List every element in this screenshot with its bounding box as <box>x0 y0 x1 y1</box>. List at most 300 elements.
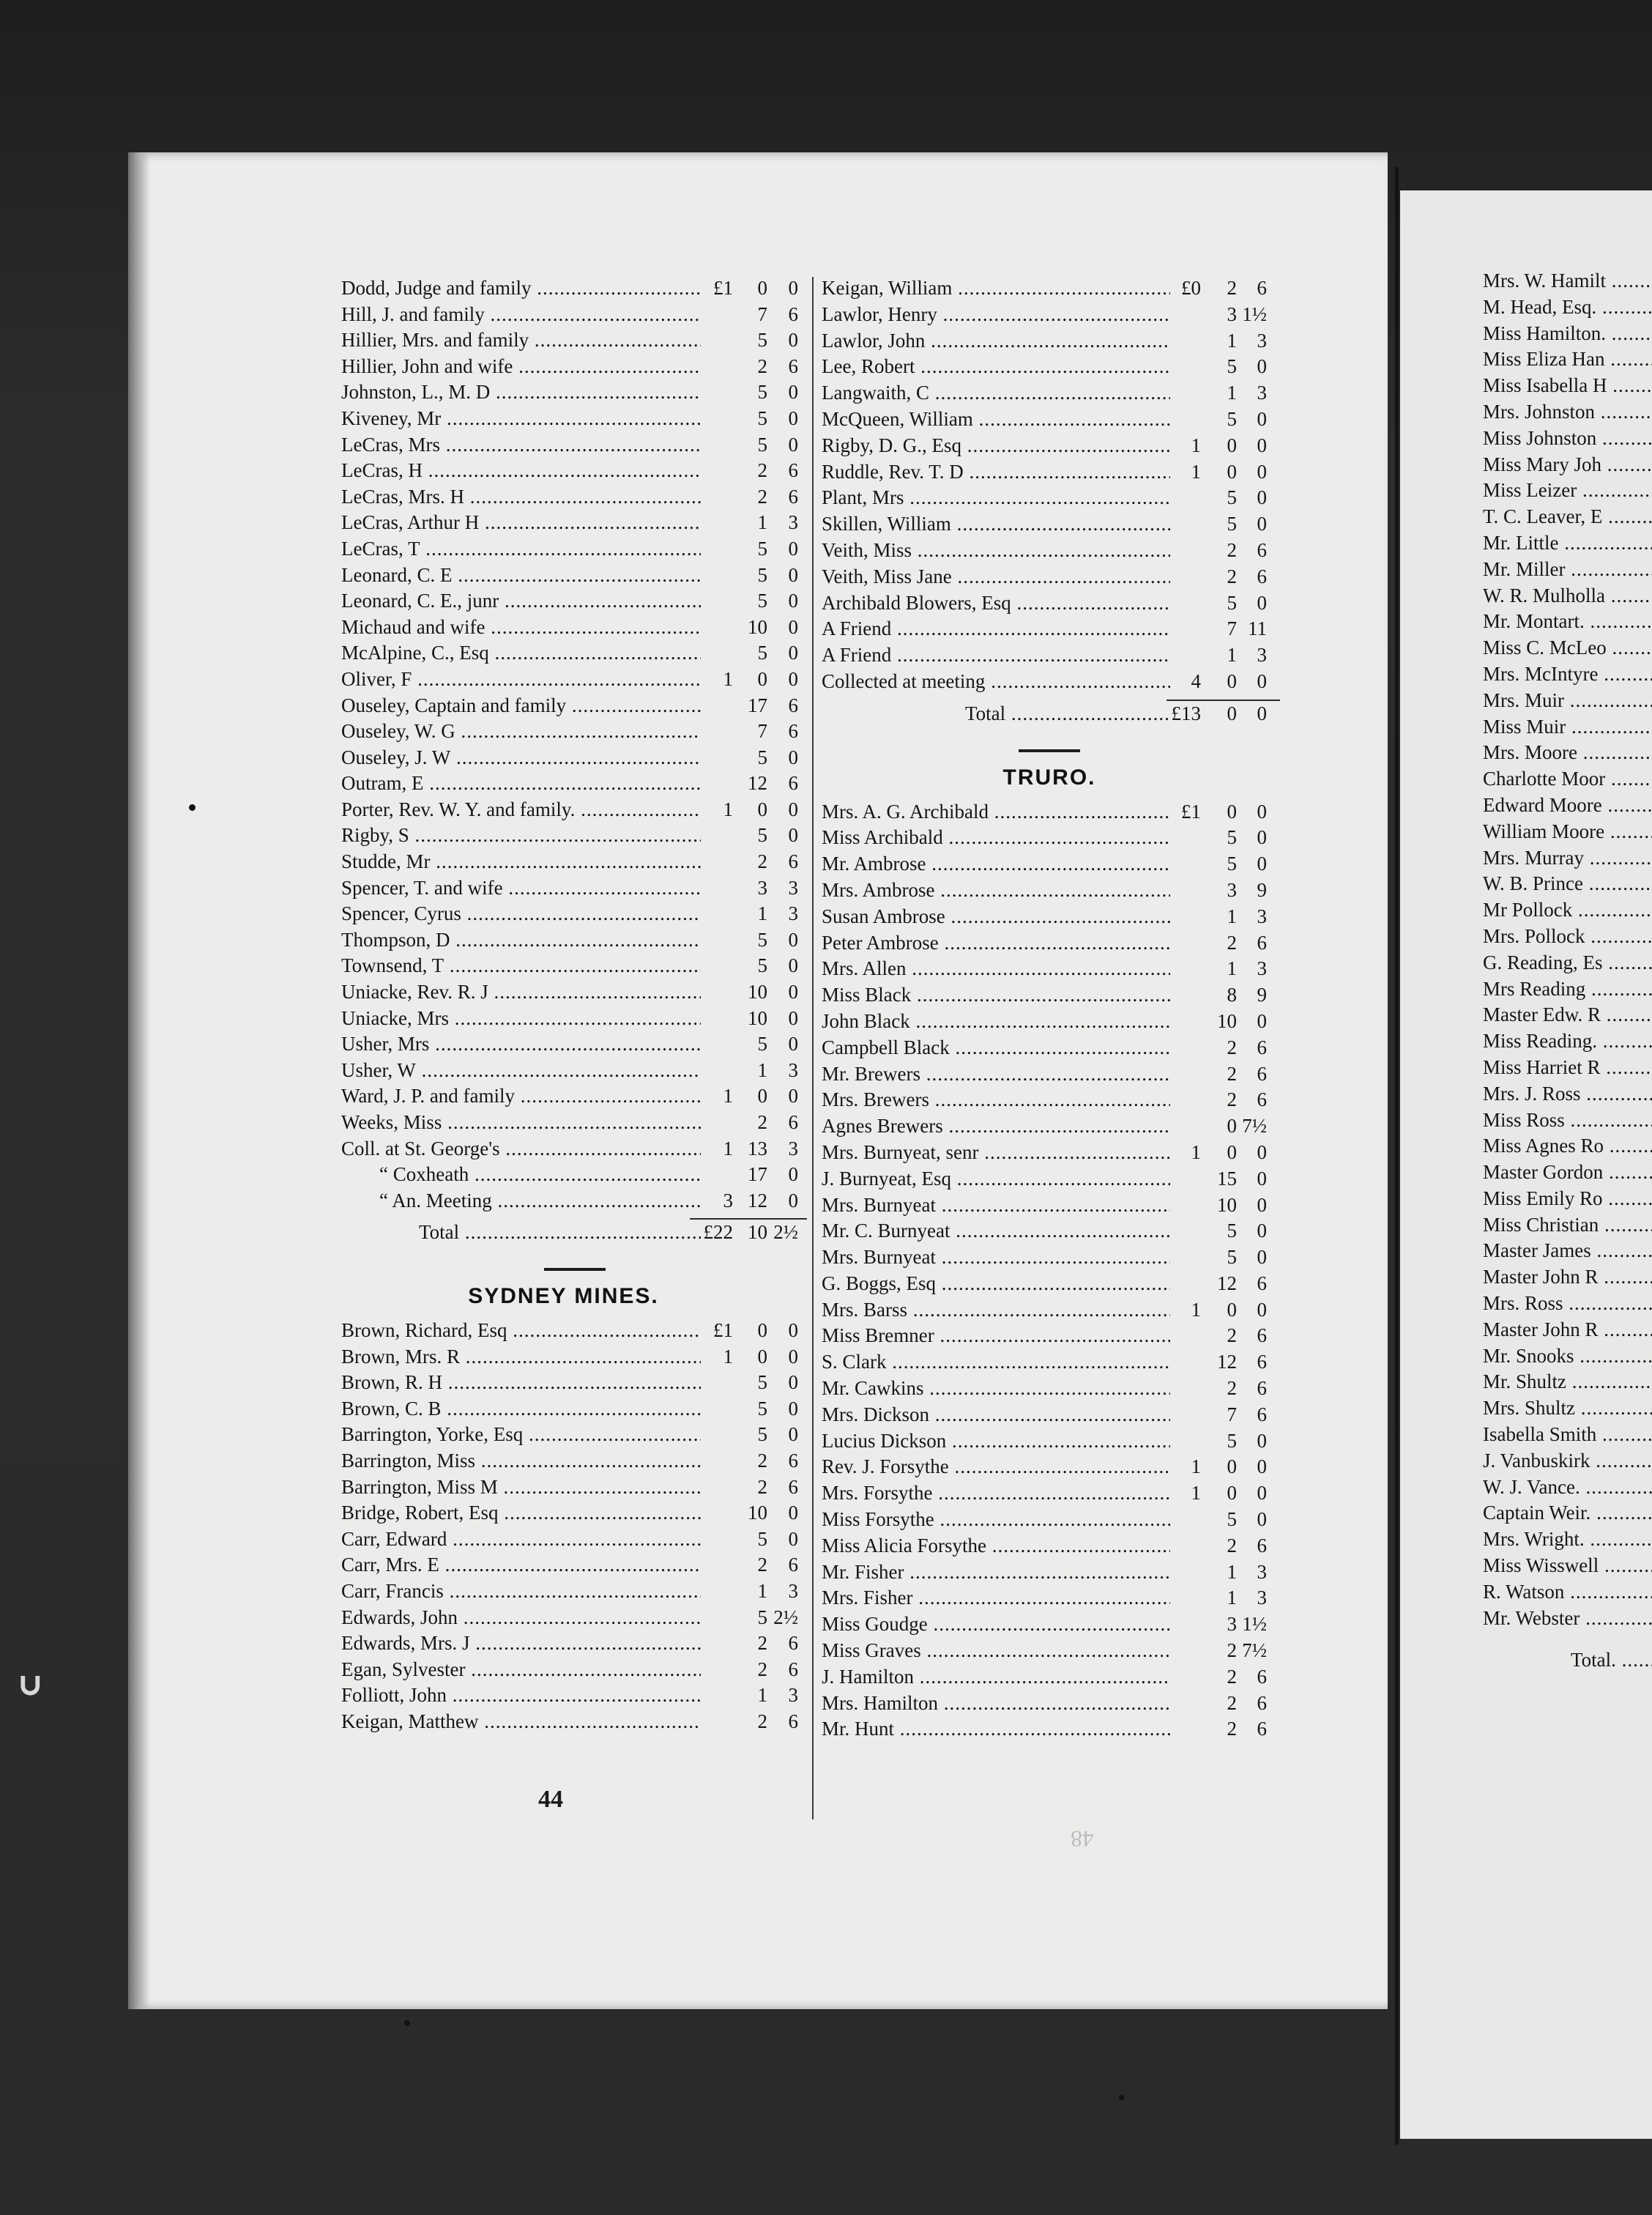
list-item <box>338 849 811 875</box>
amount-pence: 0 <box>1257 853 1267 875</box>
list-item <box>338 1448 811 1474</box>
contributor-name: Hillier, Mrs. and family ..... <box>341 327 701 354</box>
amount-pence: 6 <box>788 485 798 508</box>
amount-pence: 3 <box>1257 644 1267 667</box>
contributor-name: Thompson, D ..... <box>341 927 701 954</box>
amount-shillings: 2 <box>1227 1534 1237 1557</box>
amount-pounds: £1 <box>713 277 733 299</box>
amount-shillings: 5 <box>757 1371 767 1394</box>
contributor-name: Usher, W ..... <box>341 1058 701 1084</box>
amount-pence: 0 <box>788 433 798 456</box>
list-item <box>1483 1474 1652 1501</box>
contributor-name: Mr. Hunt ..... <box>822 1716 1170 1743</box>
amount-pence: 0 <box>788 277 798 299</box>
total-pence: 0 <box>1257 702 1267 724</box>
amount-pence: 6 <box>1257 1324 1267 1347</box>
amount-pence: 6 <box>1257 1036 1267 1058</box>
amount-shillings: 2 <box>1227 1062 1237 1085</box>
amount-shillings: 5 <box>757 1423 767 1446</box>
amount-pounds: 1 <box>723 1137 733 1160</box>
contributor-name: Mrs Reading ..... <box>1483 976 1652 1003</box>
list-item <box>819 1166 1280 1192</box>
amount-pounds: 1 <box>1191 1298 1201 1321</box>
list-item <box>819 1349 1280 1376</box>
contributor-name: Edwards, Mrs. J ..... <box>341 1630 701 1657</box>
section-title-truro: TRURO. <box>1002 765 1096 790</box>
contributor-name: Spencer, T. and wife ..... <box>341 875 701 902</box>
contributor-name: Skillen, William ..... <box>822 511 1170 538</box>
contributor-name: Mrs. Forsythe ..... <box>822 1480 1170 1507</box>
contributor-name: Mrs. Moore ..... <box>1483 740 1652 766</box>
contributor-name: Mrs. Fisher ..... <box>822 1585 1170 1611</box>
contributor-name: Charlotte Moor ..... <box>1483 766 1652 793</box>
amount-pence: 0 <box>1257 800 1267 823</box>
amount-pence: 0 <box>1257 434 1267 456</box>
list-item <box>338 432 811 459</box>
amount-pence: 6 <box>1257 1665 1267 1688</box>
amount-shillings: 1 <box>757 1058 767 1081</box>
contributor-name: Mr. Montart. ..... <box>1483 609 1652 635</box>
amount-shillings: 1 <box>1227 329 1237 352</box>
list-item <box>338 406 811 432</box>
subscriber-list <box>338 1318 811 1735</box>
amount-pence: 6 <box>788 772 798 795</box>
amount-shillings: 15 <box>1217 1167 1237 1190</box>
list-item <box>338 563 811 589</box>
amount-shillings: 5 <box>1227 591 1237 614</box>
contributor-name: Langwaith, C ..... <box>822 380 1170 407</box>
amount-pounds: 1 <box>1191 434 1201 456</box>
amount-shillings: 5 <box>1227 826 1237 849</box>
contributor-name: Uniacke, Rev. R. J ..... <box>341 979 701 1006</box>
contributor-name: Miss Emily Ro ..... <box>1483 1186 1652 1212</box>
amount-pence: 0 <box>1257 1193 1267 1216</box>
contributor-name: Lucius Dickson ..... <box>822 1428 1170 1455</box>
amount-shillings: 5 <box>1227 1429 1237 1452</box>
list-item <box>338 1682 811 1709</box>
contributor-name: Mrs. Murray ..... <box>1483 845 1652 872</box>
contributor-name: Lawlor, John ..... <box>822 328 1170 355</box>
contributor-name: Mrs. Allen ..... <box>822 956 1170 982</box>
list-item <box>338 1370 811 1396</box>
amount-pence: 6 <box>788 1658 798 1680</box>
right-page-column <box>1483 268 1652 1674</box>
contributor-name: Mrs. W. Hamilt ..... <box>1483 268 1652 294</box>
amount-shillings: 2 <box>1227 1691 1237 1714</box>
list-item <box>1483 924 1652 950</box>
contributor-name: Mr Pollock ..... <box>1483 897 1652 924</box>
amount-pence: 0 <box>788 981 798 1003</box>
amount-shillings: 5 <box>757 329 767 352</box>
amount-pence: 0 <box>1257 486 1267 509</box>
amount-shillings: 2 <box>1227 538 1237 561</box>
contributor-name: Oliver, F ..... <box>341 667 701 693</box>
amount-pounds: 1 <box>1191 460 1201 483</box>
amount-pounds: 1 <box>723 1085 733 1108</box>
list-item <box>338 979 811 1006</box>
list-item <box>1483 426 1652 452</box>
contributor-name: Folliott, John ..... <box>341 1682 701 1709</box>
list-item <box>338 1578 811 1605</box>
list-item <box>819 1664 1280 1691</box>
contributor-name: Plant, Mrs ..... <box>822 485 1170 511</box>
amount-pence: 0 <box>788 1397 798 1420</box>
page-fold <box>1395 167 1399 2145</box>
list-item <box>819 302 1280 328</box>
ink-speck <box>189 804 196 811</box>
amount-pence: 7½ <box>1242 1115 1267 1138</box>
amount-pence: 0 <box>1257 1482 1267 1505</box>
contributor-name: Captain Weir. ..... <box>1483 1500 1652 1526</box>
contributor-name: Miss Graves ..... <box>822 1638 1170 1664</box>
list-item <box>819 1244 1280 1271</box>
amount-shillings: 5 <box>1227 853 1237 875</box>
amount-shillings: 5 <box>757 563 767 586</box>
list-item <box>338 953 811 979</box>
amount-pence: 3 <box>788 1684 798 1707</box>
amount-pence: 0 <box>1257 1455 1267 1478</box>
list-item <box>819 956 1280 982</box>
list-item <box>819 878 1280 904</box>
contributor-name: Miss Forsythe ..... <box>822 1507 1170 1533</box>
list-item <box>1483 1212 1652 1239</box>
amount-pence: 0 <box>1257 826 1267 849</box>
contributor-name: Miss Isabella H ..... <box>1483 373 1652 399</box>
contributor-name: Michaud and wife ..... <box>341 615 701 641</box>
list-item <box>1483 845 1652 872</box>
amount-shillings: 5 <box>1227 513 1237 535</box>
list-item <box>338 510 811 536</box>
amount-shillings: 0 <box>1227 1298 1237 1321</box>
contributor-name: Miss Agnes Ro ..... <box>1483 1133 1652 1160</box>
list-item <box>338 1474 811 1501</box>
contributor-name: Lawlor, Henry ..... <box>822 302 1170 328</box>
list-item <box>1483 504 1652 530</box>
list-item <box>1483 452 1652 478</box>
contributor-name: Carr, Mrs. E ..... <box>341 1552 701 1578</box>
amount-shillings: 2 <box>1227 1377 1237 1400</box>
contributor-name: Weeks, Miss ..... <box>341 1110 701 1136</box>
section-rule <box>544 1268 606 1271</box>
amount-pence: 2½ <box>773 1606 798 1628</box>
amount-shillings: 5 <box>757 928 767 951</box>
amount-pounds: £1 <box>713 1318 733 1341</box>
contributor-name: Archibald Blowers, Esq ..... <box>822 590 1170 617</box>
list-item <box>1483 1500 1652 1526</box>
amount-shillings: 12 <box>748 1189 767 1212</box>
subscriber-list <box>1483 268 1652 1631</box>
contributor-name: Ward, J. P. and family ..... <box>341 1083 701 1110</box>
amount-shillings: 5 <box>1227 1508 1237 1531</box>
list-item <box>1483 294 1652 321</box>
amount-pence: 0 <box>788 1033 798 1055</box>
amount-shillings: 10 <box>1217 1193 1237 1216</box>
contributor-name: Mrs. J. Ross ..... <box>1483 1081 1652 1108</box>
contributor-name: G. Boggs, Esq ..... <box>822 1271 1170 1297</box>
contributor-name: J. Hamilton ..... <box>822 1664 1170 1691</box>
amount-pence: 6 <box>788 1475 798 1498</box>
list-item <box>1483 1369 1652 1395</box>
amount-pence: 0 <box>788 381 798 404</box>
contributor-name: Collected at meeting ..... <box>822 669 1170 695</box>
contributor-name: Hillier, John and wife ..... <box>341 354 701 380</box>
amount-shillings: 2 <box>757 1449 767 1472</box>
list-item <box>338 1552 811 1578</box>
contributor-name: Barrington, Miss M ..... <box>341 1474 701 1501</box>
contributor-name: Mr. Snooks ..... <box>1483 1343 1652 1370</box>
contributor-name: Usher, Mrs ..... <box>341 1031 701 1058</box>
amount-shillings: 2 <box>757 1554 767 1576</box>
contributor-name: Mrs. Ambrose ..... <box>822 878 1170 904</box>
contributor-name: Miss Bremner ..... <box>822 1323 1170 1349</box>
list-item <box>338 640 811 667</box>
contributor-name: Master Edw. R ..... <box>1483 1002 1652 1028</box>
contributor-name: T. C. Leaver, E ..... <box>1483 504 1652 530</box>
amount-pence: 6 <box>1257 1691 1267 1714</box>
contributor-name: Spencer, Cyrus ..... <box>341 901 701 927</box>
list-item <box>1483 793 1652 819</box>
amount-pence: 6 <box>788 1554 798 1576</box>
list-item <box>1483 1133 1652 1160</box>
bleed-through-page-number: 48 <box>1071 1826 1094 1852</box>
contributor-name: Miss Leizer ..... <box>1483 478 1652 504</box>
list-item <box>819 407 1280 433</box>
amount-pence: 6 <box>788 1632 798 1655</box>
list-item <box>819 380 1280 407</box>
amount-pence: 0 <box>1257 407 1267 430</box>
amount-shillings: 1 <box>757 1579 767 1602</box>
list-item <box>819 1271 1280 1297</box>
amount-shillings: 3 <box>757 876 767 899</box>
list-item <box>819 1533 1280 1559</box>
amount-shillings: 5 <box>1227 486 1237 509</box>
contributor-name: Townsend, T ..... <box>341 953 701 979</box>
list-item <box>338 1396 811 1422</box>
amount-shillings: 5 <box>757 642 767 664</box>
list-item <box>819 485 1280 511</box>
amount-pence: 0 <box>788 537 798 560</box>
amount-shillings: 2 <box>1227 1088 1237 1111</box>
amount-shillings: 3 <box>1227 303 1237 325</box>
list-item <box>338 1083 811 1110</box>
contributor-name: Mrs. Wright. ..... <box>1483 1526 1652 1553</box>
contributor-name: Carr, Edward ..... <box>341 1526 701 1553</box>
amount-shillings: 2 <box>1227 1639 1237 1662</box>
list-item <box>819 669 1280 695</box>
total-shillings: 10 <box>748 1221 767 1244</box>
amount-pence: 7½ <box>1242 1639 1267 1662</box>
contributor-name: Edward Moore ..... <box>1483 793 1652 819</box>
list-item <box>338 327 811 354</box>
list-item <box>1483 1238 1652 1264</box>
list-item <box>338 1318 811 1344</box>
amount-shillings: 12 <box>1217 1272 1237 1294</box>
amount-pounds: 1 <box>723 1345 733 1368</box>
list-item <box>1483 871 1652 897</box>
amount-pence: 6 <box>1257 1088 1267 1111</box>
amount-pence: 0 <box>788 954 798 977</box>
list-item <box>338 1709 811 1735</box>
amount-pence: 0 <box>788 1502 798 1524</box>
amount-pence: 0 <box>788 798 798 820</box>
amount-shillings: 2 <box>757 485 767 508</box>
contributor-name: Mrs. Muir ..... <box>1483 688 1652 714</box>
contributor-name: W. R. Mulholla ..... <box>1483 583 1652 609</box>
list-item <box>1483 950 1652 976</box>
amount-shillings: 10 <box>748 981 767 1003</box>
list-item <box>338 1500 811 1526</box>
amount-pounds: £1 <box>1181 800 1201 823</box>
total-row <box>1483 1647 1652 1674</box>
contributor-name: Mrs. A. G. Archibald ..... <box>822 799 1170 825</box>
contributor-name: Mrs. Barss ..... <box>822 1297 1170 1324</box>
list-item <box>819 275 1280 302</box>
amount-shillings: 5 <box>757 1527 767 1550</box>
amount-shillings: 2 <box>1227 931 1237 954</box>
contributor-name: Miss Christian ..... <box>1483 1212 1652 1239</box>
amount-pounds: 3 <box>723 1189 733 1212</box>
list-item <box>819 1638 1280 1664</box>
contributor-name: Miss Eliza Han ..... <box>1483 346 1652 373</box>
contributor-name: Miss Ross ..... <box>1483 1108 1652 1134</box>
list-item <box>819 354 1280 380</box>
contributor-name: W. J. Vance. ..... <box>1483 1474 1652 1501</box>
contributor-name: Coll. at St. George's ..... <box>341 1136 701 1162</box>
amount-pence: 0 <box>1257 591 1267 614</box>
list-item <box>819 930 1280 957</box>
list-item <box>819 1454 1280 1480</box>
amount-pence: 0 <box>788 407 798 429</box>
amount-shillings: 0 <box>1227 1140 1237 1163</box>
amount-pence: 3 <box>788 1137 798 1160</box>
list-item <box>338 745 811 771</box>
list-item <box>338 693 811 719</box>
total-shillings: 0 <box>1227 702 1237 724</box>
list-item <box>1483 399 1652 426</box>
amount-shillings: 0 <box>1227 800 1237 823</box>
amount-pence: 0 <box>1257 1167 1267 1190</box>
amount-shillings: 5 <box>757 381 767 404</box>
contributor-name: Mrs. Ross ..... <box>1483 1291 1652 1317</box>
list-item <box>819 1480 1280 1507</box>
amount-shillings: 2 <box>757 850 767 873</box>
list-item <box>819 538 1280 564</box>
amount-pence: 6 <box>1257 277 1267 299</box>
contributor-name: Rigby, D. G., Esq ..... <box>822 433 1170 459</box>
list-item <box>338 1657 811 1683</box>
list-item <box>1483 1160 1652 1186</box>
list-item <box>338 1526 811 1553</box>
list-item <box>338 588 811 615</box>
amount-pence: 0 <box>1257 355 1267 378</box>
contributor-name: Master John R ..... <box>1483 1264 1652 1291</box>
list-item <box>338 1136 811 1162</box>
list-item <box>338 354 811 380</box>
list-item <box>338 875 811 902</box>
section-title-sydney-mines: SYDNEY MINES. <box>468 1283 659 1308</box>
amount-pounds: 1 <box>1191 1482 1201 1505</box>
list-item <box>338 1031 811 1058</box>
total-pounds: £22 <box>703 1221 733 1244</box>
list-item <box>338 1605 811 1631</box>
amount-pence: 0 <box>788 928 798 951</box>
subscriber-list <box>819 275 1280 695</box>
list-item <box>819 1140 1280 1166</box>
list-item <box>819 1691 1280 1717</box>
list-item <box>338 667 811 693</box>
amount-shillings: 1 <box>1227 905 1237 927</box>
list-item <box>1483 976 1652 1003</box>
amount-shillings: 1 <box>1227 957 1237 980</box>
contributor-name: Mrs. Johnston ..... <box>1483 399 1652 426</box>
contributor-name: Barrington, Miss ..... <box>341 1448 701 1474</box>
subscriber-list <box>819 799 1280 1743</box>
contributor-name: John Black ..... <box>822 1009 1170 1035</box>
contributor-name: Johnston, L., M. D ..... <box>341 379 701 406</box>
amount-pence: 3 <box>788 902 798 925</box>
amount-pence: 6 <box>1257 1377 1267 1400</box>
contributor-name: Kiveney, Mr ..... <box>341 406 701 432</box>
contributor-name: Miss Alicia Forsythe ..... <box>822 1533 1170 1559</box>
amount-shillings: 2 <box>757 1632 767 1655</box>
contributor-name: McAlpine, C., Esq ..... <box>341 640 701 667</box>
list-item <box>338 719 811 745</box>
amount-pounds: 4 <box>1191 669 1201 692</box>
list-item <box>819 433 1280 459</box>
amount-shillings: 5 <box>757 590 767 612</box>
amount-pence: 0 <box>788 1006 798 1029</box>
contributor-name: Ouseley, Captain and family ..... <box>341 693 701 719</box>
amount-pence: 0 <box>1257 460 1267 483</box>
amount-pounds: 1 <box>1191 1455 1201 1478</box>
contributor-name: Mrs. Dickson ..... <box>822 1402 1170 1428</box>
amount-shillings: 5 <box>757 1033 767 1055</box>
contributor-name: A Friend ..... <box>822 642 1170 669</box>
contributor-name: LeCras, Arthur H ..... <box>341 510 701 536</box>
contributor-name: Mr. Webster ..... <box>1483 1606 1652 1632</box>
contributor-name: Mrs. Burnyeat ..... <box>822 1192 1170 1219</box>
amount-pence: 6 <box>788 1710 798 1732</box>
list-item <box>1483 1606 1652 1632</box>
list-item <box>338 901 811 927</box>
contributor-name: LeCras, Mrs. H ..... <box>341 484 701 511</box>
contributor-name: Mr. Little ..... <box>1483 530 1652 557</box>
middle-column <box>819 275 1280 1743</box>
amount-shillings: 5 <box>1227 407 1237 430</box>
amount-shillings: 1 <box>757 511 767 534</box>
contributor-name: Mr. Fisher ..... <box>822 1559 1170 1586</box>
contributor-name: Ruddle, Rev. T. D ..... <box>822 459 1170 486</box>
amount-shillings: 1 <box>1227 644 1237 667</box>
contributor-name: A Friend ..... <box>822 616 1170 642</box>
contributor-name: LeCras, Mrs ..... <box>341 432 701 459</box>
list-item <box>1483 635 1652 661</box>
contributor-name: Egan, Sylvester ..... <box>341 1657 701 1683</box>
list-item <box>819 851 1280 878</box>
list-item <box>819 1113 1280 1140</box>
amount-pence: 3 <box>1257 1587 1267 1609</box>
amount-shillings: 8 <box>1227 984 1237 1006</box>
list-item <box>338 1188 811 1214</box>
list-item <box>1483 530 1652 557</box>
list-item <box>1483 1395 1652 1422</box>
amount-pence: 0 <box>1257 1140 1267 1163</box>
contributor-name: Miss Goudge ..... <box>822 1611 1170 1638</box>
contributor-name: LeCras, T ..... <box>341 536 701 563</box>
total-label: Total ..... <box>965 701 1170 727</box>
amount-pence: 9 <box>1257 878 1267 901</box>
contributor-name: William Moore ..... <box>1483 819 1652 845</box>
